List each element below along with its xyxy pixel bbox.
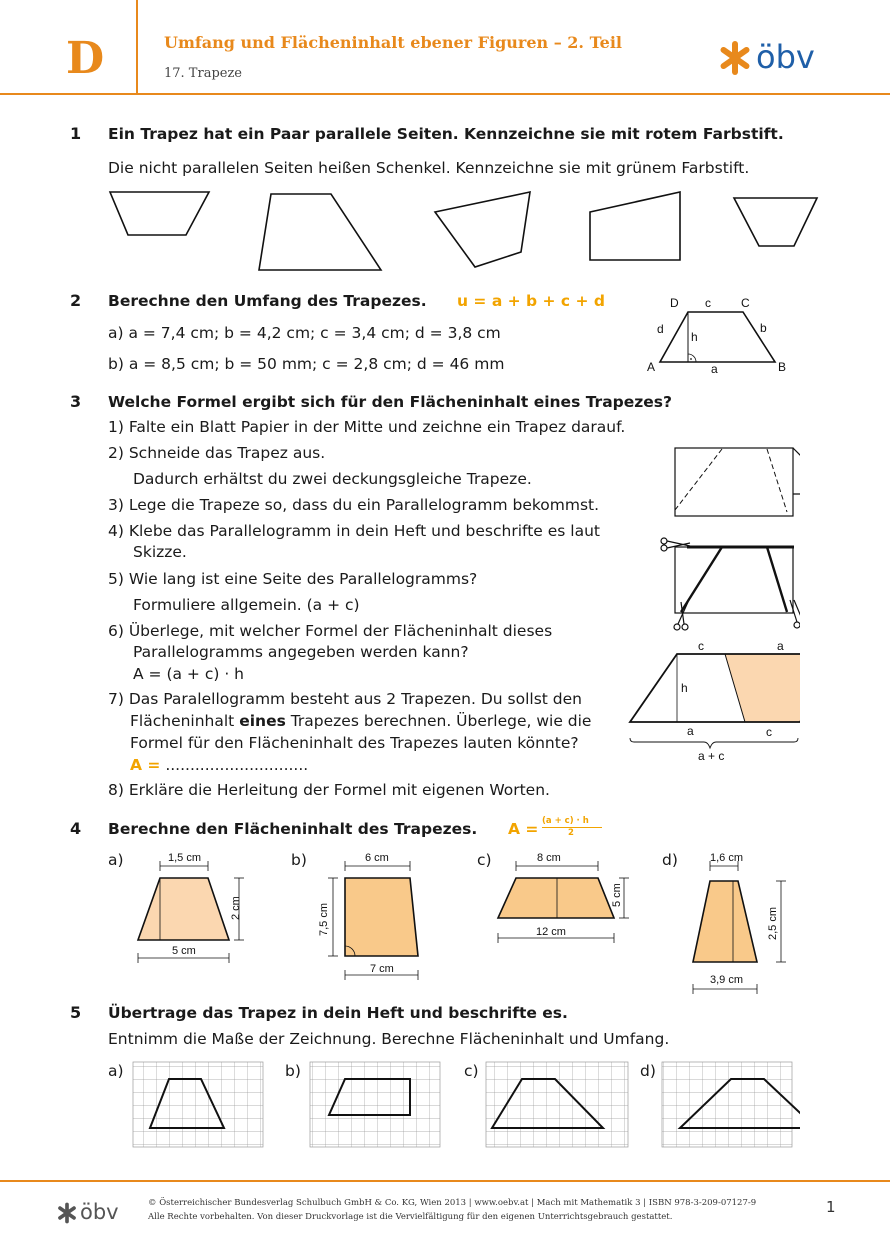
grid-d [662,1062,800,1147]
fig4d-top-label: 1,6 cm [710,852,744,864]
fig2-label-B: B [778,360,787,374]
task-4-label-b: b) [291,851,307,869]
footer-rights: Alle Rechte vorbehalten. Von dieser Druckvorlage ist die Vervielfältigung für den eigenen Unterrichtsgebrauch gestattet. [148,1212,673,1222]
task-2-number: 2 [70,291,82,310]
fig4a-side-label: 2 cm [230,896,242,920]
task-3-step7b [130,711,591,731]
footer-rule [0,1180,890,1182]
fig2-label-d: d [657,322,664,336]
fig4d-bottom-label: 3,9 cm [710,974,744,986]
task-5-number: 5 [70,1003,82,1022]
fig2-label-b: b [760,321,767,335]
task-3-step7b-bold: eines [239,712,286,730]
task-3-step4b: Skizze. [133,543,187,561]
task-5-label-c: c) [464,1062,479,1080]
fig4b-side-label: 7,5 cm [318,902,330,936]
task-3-step7d [130,755,308,775]
fig2-label-a: a [711,362,718,376]
fig4a-top-label: 1,5 cm [168,852,202,864]
task-2-part-a: a) a = 7,4 cm; b = 4,2 cm; c = 3,4 cm; d = 3,8 cm [108,324,501,342]
task-1-line2: Die nicht parallelen Seiten heißen Schenkel. Kennzeichne sie mit grünem Farbstift. [108,159,750,177]
fig3-label-a-top: a [777,639,784,653]
trapezoid-1 [110,192,209,235]
task-4-formula-denominator: 2 [568,828,574,838]
task-3-step7b-post: Trapezes berechnen. Überlege, wie die [285,712,592,730]
task-3-step2b: Dadurch erhältst du zwei deckungsgleiche Trapeze. [133,470,532,488]
page-title: Umfang und Flächeninhalt ebener Figuren – 2. Teil [164,33,622,52]
task-3-step7b-pre: Flächeninhalt [130,712,240,730]
task-2-title: Berechne den Umfang des Trapezes. [108,292,427,310]
fig4b-bottom-label: 7 cm [370,963,394,975]
task-5-line2: Entnimm die Maße der Zeichnung. Berechne Flächeninhalt und Umfang. [108,1030,670,1048]
fig4a-bottom-label: 5 cm [172,945,196,957]
fig4c-side-label: 5 cm [611,883,623,907]
fig3-label-a-bottom: a [687,724,694,738]
fig2-label-h: h [691,330,698,344]
task-3-step6c: A = (a + c) · h [133,665,245,683]
task-2-figure [640,290,800,380]
task-4-figures [130,845,790,995]
grid-a [133,1062,263,1147]
task-3-step4: 4) Klebe das Parallelogramm in dein Heft und beschrifte es laut [108,522,601,540]
task-3-step2: 2) Schneide das Trapez aus. [108,444,326,462]
footer-logo-icon [56,1202,78,1224]
fig4c-bottom-label: 12 cm [536,926,566,938]
task-3-step7a: 7) Das Paralellogramm besteht aus 2 Trapezen. Du sollst den [108,690,582,708]
task-5-grids [120,1055,800,1155]
task-1-number: 1 [70,124,82,143]
task-2-formula: u = a + b + c + d [457,292,605,310]
task-3-step6: 6) Überlege, mit welcher Formel der Flächeninhalt dieses [108,622,553,640]
publisher-logo-icon [717,40,753,76]
task-5-label-b: b) [285,1062,301,1080]
task-3-step6b: Parallelogramms angegeben werden kann? [133,643,469,661]
fig4b-top-label: 6 cm [365,852,389,864]
fig3-label-c-bottom: c [766,725,772,739]
footer-copyright: © Österreichischer Bundesverlag Schulbuch GmbH & Co. KG, Wien 2013 | www.oebv.at | Mach mit Mathematik 3 | ISBN 978-3-209-07127-9 [148,1198,757,1208]
task-3-step8: 8) Erkläre die Herleitung der Formel mit eigenen Worten. [108,781,550,799]
task-3-figures [620,440,800,770]
fig2-label-D: D [670,296,679,310]
fig3-label-h: h [681,681,688,695]
fig4c-top-label: 8 cm [537,852,561,864]
grid-b [310,1062,440,1147]
task-4-label-d: d) [662,851,678,869]
chapter-letter: D [66,33,105,84]
task-3-step5: 5) Wie lang ist eine Seite des Parallelogramms? [108,570,478,588]
grid-c [486,1062,628,1147]
header [0,0,890,95]
publisher-logo-text: öbv [756,38,815,76]
task-1-trapezoids [0,180,890,280]
fig4d-side-label: 2,5 cm [767,906,779,940]
task-5-label-a: a) [108,1062,124,1080]
task-3-answer-label: A = [130,756,161,774]
task-3-step1: 1) Falte ein Blatt Papier in der Mitte und zeichne ein Trapez darauf. [108,418,626,436]
task-4-formula-numerator: (a + c) · h [542,816,589,826]
footer-logo-text: öbv [80,1200,119,1224]
task-4-label-a: a) [108,851,124,869]
task-3-number: 3 [70,392,82,411]
fig2-label-A: A [647,360,656,374]
header-bottom-rule [0,93,890,95]
task-5-label-d: d) [640,1062,656,1080]
trapezoid-2 [259,194,381,270]
fig2-label-C: C [741,296,750,310]
task-4-number: 4 [70,819,82,838]
page-subtitle: 17. Trapeze [164,66,242,81]
header-left-rule [136,0,138,94]
task-1-line1: Ein Trapez hat ein Paar parallele Seiten. Kennzeichne sie mit rotem Farbstift. [108,125,784,143]
task-4-formula-A: A = [508,820,539,838]
page-number: 1 [826,1198,836,1216]
fig3-label-sum: a + c [698,749,725,763]
task-3-step3: 3) Lege die Trapeze so, dass du ein Parallelogramm bekommst. [108,496,600,514]
fig2-label-c: c [705,296,711,310]
task-2-part-b: b) a = 8,5 cm; b = 50 mm; c = 2,8 cm; d = 46 mm [108,355,505,373]
task-3-step5b: Formuliere allgemein. (a + c) [133,596,360,614]
task-4-title: Berechne den Flächeninhalt des Trapezes. [108,820,478,838]
task-4-label-c: c) [477,851,492,869]
scissors-icon [790,600,800,628]
trapezoid-4 [590,192,680,260]
fig3-label-c-top: c [698,639,704,653]
task-5-title: Übertrage das Trapez in dein Heft und beschrifte es. [108,1004,568,1022]
task-3-answer-dots: ............................. [160,756,309,774]
task-3-step7c: Formel für den Flächeninhalt des Trapezes lauten könnte? [130,734,579,752]
trapezoid-3 [435,192,530,267]
trapezoid-5 [734,198,817,246]
task-3-title: Welche Formel ergibt sich für den Flächeninhalt eines Trapezes? [108,393,673,411]
